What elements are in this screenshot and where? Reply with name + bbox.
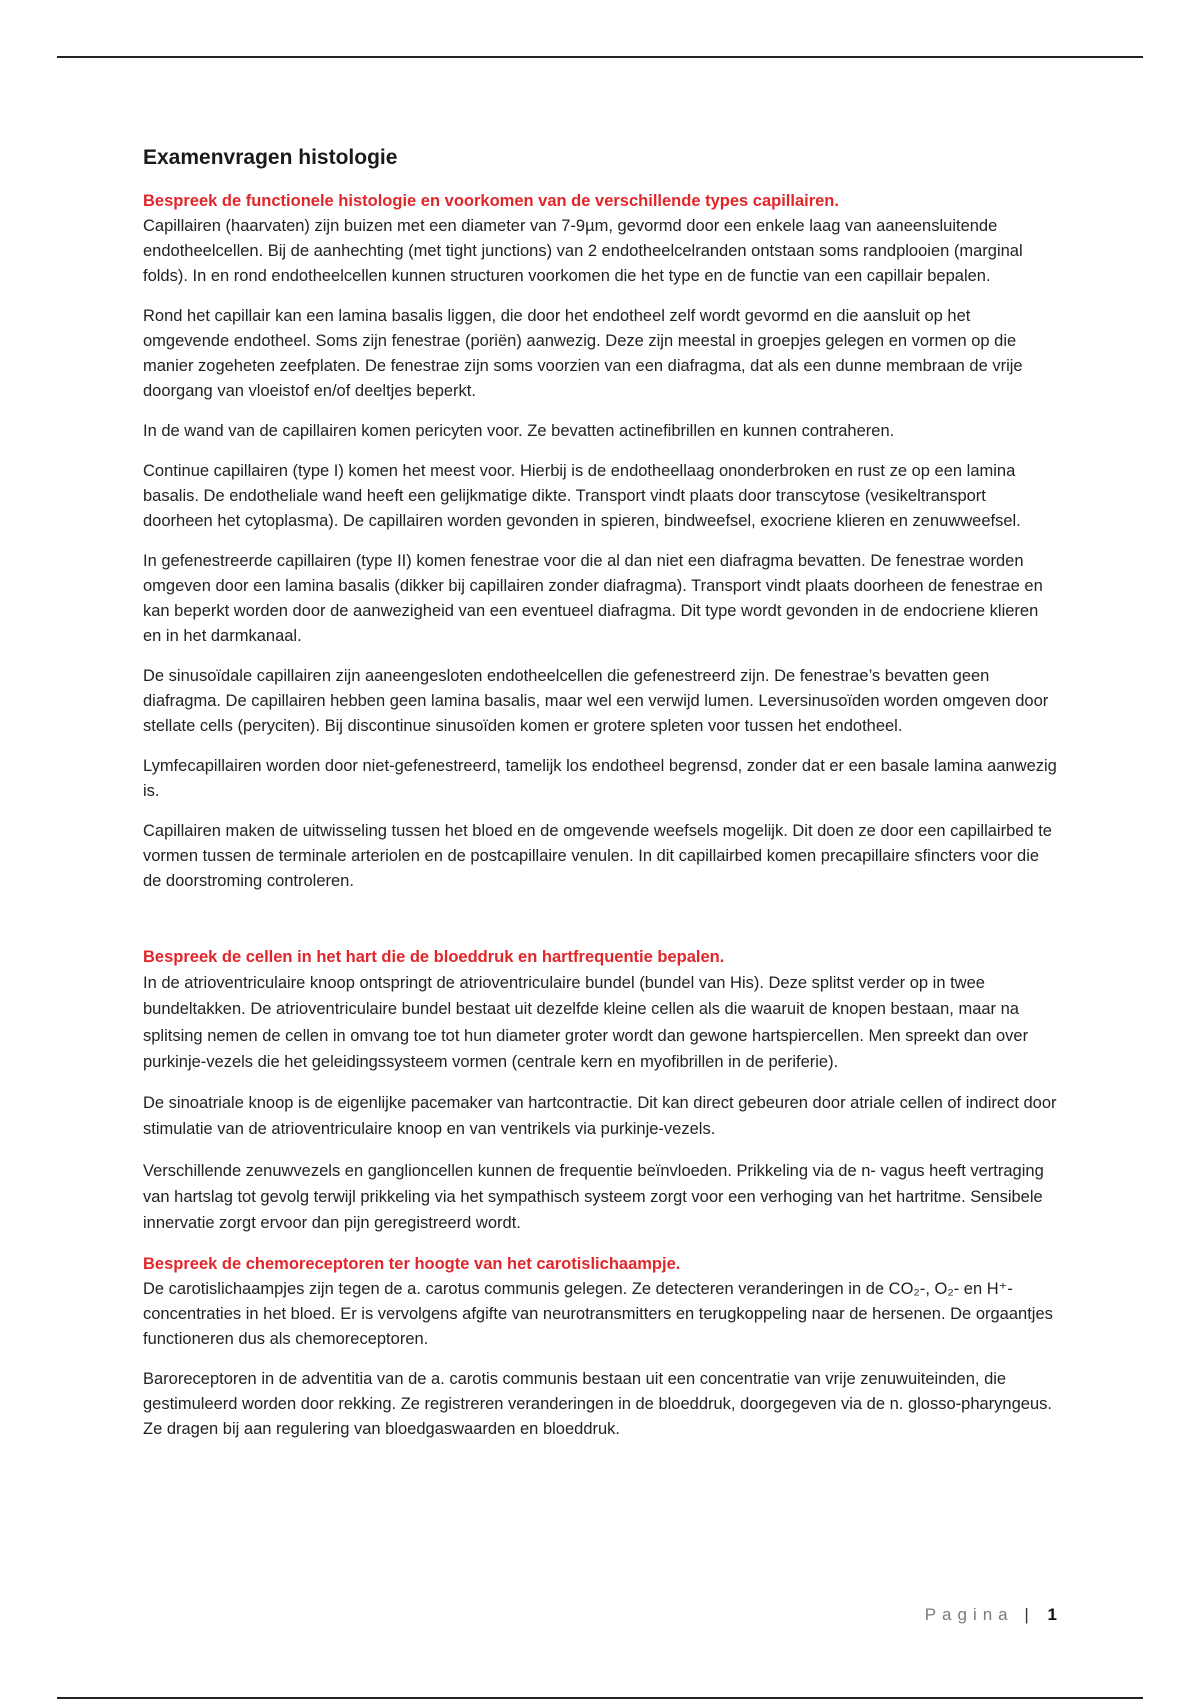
document-title: Examenvragen histologie [143,146,398,169]
paragraph: Verschillende zenuwvezels en ganglioncellen kunnen de frequentie beïnvloeden. Prikkeling via de n- vagus heeft vertraging van hartslag tot gevolg terwijl prikkeling via het sympathisch systeem zorgt voor een verhoging van het hartritme. Sensibele innervatie zorgt ervoor dan pijn geregistreerd wordt. [143,1161,1044,1233]
paragraph: Capillairen (haarvaten) zijn buizen met een diameter van 7-9µm, gevormd door een enkele laag van aaneensluitende endotheelcellen. Bij de aanhechting (met tight junctions) van 2 endotheelcelranden ontstaan soms randplooien (marginal folds). In en rond endotheelcellen kunnen structuren voorkomen die het type en de functie van een capillair bepalen. [143,217,1023,285]
section-spacer [143,909,1058,945]
paragraph: Baroreceptoren in de adventitia van de a. carotis communis bestaan uit een concentratie van vrije zenuwuiteinden, die gestimuleerd worden door rekking. Ze registreren veranderingen in de bloeddruk, doorgegeven via de n. glosso-pharyngeus. Ze dragen bij aan regulering van bloedgaswaarden en bloeddruk. [143,1369,1052,1438]
paragraph: De carotislichaampjes zijn tegen de a. carotus communis gelegen. Ze detecteren veranderingen in de CO₂-, O₂- en H⁺-concentraties in het bloed. Er is vervolgens afgifte van neurotransmitters en terugkoppeling naar de hersenen. De orgaantjes functioneren dus als chemoreceptoren. [143,1279,1053,1348]
question-heading: Bespreek de functionele histologie en voorkomen van de verschillende types capillairen. [143,192,839,210]
section-hart [143,945,1058,1237]
footer-label: Pagina [924,1605,1014,1624]
footer-separator: | [1024,1605,1029,1624]
document-body [143,143,1058,1457]
paragraph: Capillairen maken de uitwisseling tussen het bloed en de omgevende weefsels mogelijk. Dit doen ze door een capillairbed te vormen tussen de terminale arteriolen en de postcapillaire venulen. In dit capillairbed komen precapillaire sfincters voor die de doorstroming controleren. [143,822,1052,890]
question-heading: Bespreek de chemoreceptoren ter hoogte van het carotislichaampje. [143,1254,681,1273]
paragraph: In gefenestreerde capillairen (type II) komen fenestrae voor die al dan niet een diafragma bevatten. De fenestrae worden omgeven door een lamina basalis (dikker bij capillairen zonder diafragma). Transport vindt plaats doorheen de fenestrae en kan beperkt worden door de aanwezigheid van een eventueel diafragma. Dit type wordt gevonden in de endocriene klieren en in het darmkanaal. [143,552,1043,645]
paragraph: Lymfecapillairen worden door niet-gefenestreerd, tamelijk los endotheel begrensd, zonder dat er een basale lamina aanwezig is. [143,757,1057,800]
section-capillairen [143,189,1058,894]
paragraph: Rond het capillair kan een lamina basalis liggen, die door het endotheel zelf wordt gevormd en die aansluit op het omgevende endotheel. Soms zijn fenestrae (poriën) aanwezig. Deze zijn meestal in groepjes gelegen en vormen op die manier zogeheten zeefplaten. De fenestrae zijn soms voorzien van een diafragma, dat als een dunne membraan de vrije doorgang van vloeistof en/of deeltjes beperkt. [143,307,1023,400]
footer-rule [57,1697,1143,1699]
paragraph: In de atrioventriculaire knoop ontspringt de atrioventriculaire bundel (bundel van His). Deze splitst verder op in twee bundeltakken. De atrioventriculaire bundel bestaat uit dezelfde kleine cellen als die waaruit de knopen bestaan, maar na splitsing nemen de cellen in omvang toe tot hun diameter groter wordt dan gewone hartspiercellen. Men spreekt dan over purkinje-vezels die het geleidingssysteem vormen (centrale kern en myofibrillen in de periferie). [143,974,1029,1071]
paragraph: Continue capillairen (type I) komen het meest voor. Hierbij is de endotheellaag ononderbroken en rust ze op een lamina basalis. De endotheliale wand heeft een gelijkmatige dikte. Transport vindt plaats door transcytose (vesikeltransport doorheen het cytoplasma). De capillairen worden gevonden in spieren, bindweefsel, exocriene klieren en zenuwweefsel. [143,462,1021,530]
paragraph: In de wand van de capillairen komen pericyten voor. Ze bevatten actinefibrillen en kunnen contraheren. [143,422,895,440]
page-footer [925,1605,1057,1625]
paragraph: De sinusoïdale capillairen zijn aaneengesloten endotheelcellen die gefenestreerd zijn. De fenestrae’s bevatten geen diafragma. De capillairen hebben geen lamina basalis, maar wel een verwijd lumen. Leversinusoïden worden omgeven door stellate cells (peryciten). Bij discontinue sinusoïden komen er grotere spleten voor tussen het endotheel. [143,667,1049,735]
header-rule [57,56,1143,58]
paragraph: De sinoatriale knoop is de eigenlijke pacemaker van hartcontractie. Dit kan direct gebeuren door atriale cellen of indirect door stimulatie van de atrioventriculaire knoop en van ventrikels via purkinje-vezels. [143,1094,1057,1139]
question-heading: Bespreek de cellen in het hart die de bloeddruk en hartfrequentie bepalen. [143,948,725,966]
section-carotislichaampje [143,1252,1058,1442]
page-number: 1 [1047,1605,1057,1624]
